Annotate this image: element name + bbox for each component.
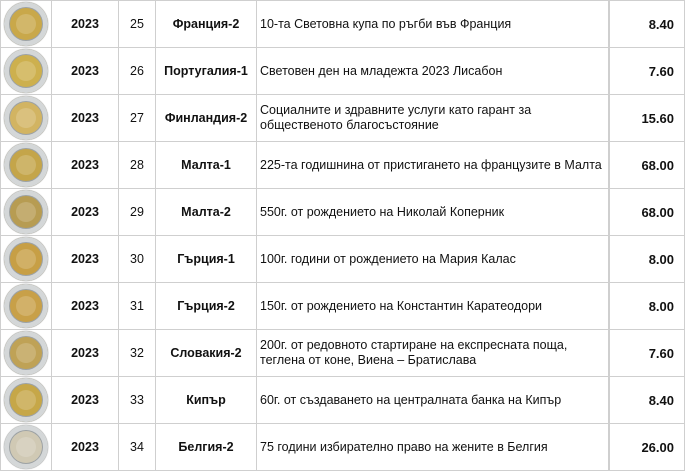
number-cell: 31 — [119, 283, 156, 330]
number-cell: 28 — [119, 142, 156, 189]
price-cell: 7.60 — [610, 330, 685, 377]
description-cell: 550г. от рождението на Николай Коперник — [257, 189, 609, 236]
year-cell: 2023 — [52, 1, 119, 48]
coin-icon — [4, 425, 48, 469]
coin-image-cell — [1, 189, 52, 236]
country-cell: Гърция-1 — [156, 236, 257, 283]
coin-image-cell — [1, 142, 52, 189]
country-cell: Словакия-2 — [156, 330, 257, 377]
year-cell: 2023 — [52, 48, 119, 95]
coin-image-cell — [1, 283, 52, 330]
price-cell: 26.00 — [610, 424, 685, 471]
coin-icon — [4, 143, 48, 187]
coin-image-cell — [1, 377, 52, 424]
year-cell: 2023 — [52, 142, 119, 189]
description-cell: 150г. от рождението на Константин Каратеодори — [257, 283, 609, 330]
country-cell: Малта-1 — [156, 142, 257, 189]
coin-icon — [4, 96, 48, 140]
number-cell: 33 — [119, 377, 156, 424]
coin-icon — [4, 190, 48, 234]
coin-icon — [4, 2, 48, 46]
table-row — [1, 424, 685, 471]
coin-icon — [4, 378, 48, 422]
country-cell: Португалия-1 — [156, 48, 257, 95]
description-cell: 200г. от редовното стартиране на експресната поща, теглена от коне, Виена – Братислава — [257, 330, 609, 377]
price-cell: 8.40 — [610, 377, 685, 424]
country-cell: Кипър — [156, 377, 257, 424]
description-cell: 10-та Световна купа по ръгби във Франция — [257, 1, 609, 48]
price-cell: 68.00 — [610, 142, 685, 189]
description-cell: 225-та годишнина от пристигането на французите в Малта — [257, 142, 609, 189]
price-cell: 8.00 — [610, 283, 685, 330]
number-cell: 34 — [119, 424, 156, 471]
table-row — [1, 189, 685, 236]
price-cell: 8.40 — [610, 1, 685, 48]
description-cell: Световен ден на младежта 2023 Лисабон — [257, 48, 609, 95]
coin-image-cell — [1, 48, 52, 95]
number-cell: 29 — [119, 189, 156, 236]
table-row — [1, 236, 685, 283]
country-cell: Белгия-2 — [156, 424, 257, 471]
number-cell: 32 — [119, 330, 156, 377]
coin-icon — [4, 49, 48, 93]
coin-image-cell — [1, 236, 52, 283]
year-cell: 2023 — [52, 95, 119, 142]
description-cell: 75 години избирателно право на жените в Белгия — [257, 424, 609, 471]
coin-image-cell — [1, 424, 52, 471]
country-cell: Гърция-2 — [156, 283, 257, 330]
number-cell: 26 — [119, 48, 156, 95]
table-row — [1, 377, 685, 424]
coin-price-table-body — [1, 1, 685, 471]
description-cell: 60г. от създаването на централната банка на Кипър — [257, 377, 609, 424]
country-cell: Финландия-2 — [156, 95, 257, 142]
number-cell: 25 — [119, 1, 156, 48]
table-row — [1, 142, 685, 189]
price-cell: 68.00 — [610, 189, 685, 236]
year-cell: 2023 — [52, 424, 119, 471]
year-cell: 2023 — [52, 330, 119, 377]
country-cell: Франция-2 — [156, 1, 257, 48]
price-cell: 15.60 — [610, 95, 685, 142]
table-row — [1, 330, 685, 377]
coin-image-cell — [1, 95, 52, 142]
description-cell: 100г. години от рождението на Мария Калас — [257, 236, 609, 283]
country-cell: Малта-2 — [156, 189, 257, 236]
description-cell: Социалните и здравните услуги като гарант за общественото благосъстояние — [257, 95, 609, 142]
coin-image-cell — [1, 330, 52, 377]
coin-icon — [4, 284, 48, 328]
table-row — [1, 283, 685, 330]
price-cell: 7.60 — [610, 48, 685, 95]
price-cell: 8.00 — [610, 236, 685, 283]
table-row — [1, 48, 685, 95]
coin-image-cell — [1, 1, 52, 48]
number-cell: 30 — [119, 236, 156, 283]
number-cell: 27 — [119, 95, 156, 142]
year-cell: 2023 — [52, 377, 119, 424]
table-row — [1, 95, 685, 142]
year-cell: 2023 — [52, 283, 119, 330]
year-cell: 2023 — [52, 236, 119, 283]
coin-icon — [4, 331, 48, 375]
table-row — [1, 1, 685, 48]
year-cell: 2023 — [52, 189, 119, 236]
coin-icon — [4, 237, 48, 281]
